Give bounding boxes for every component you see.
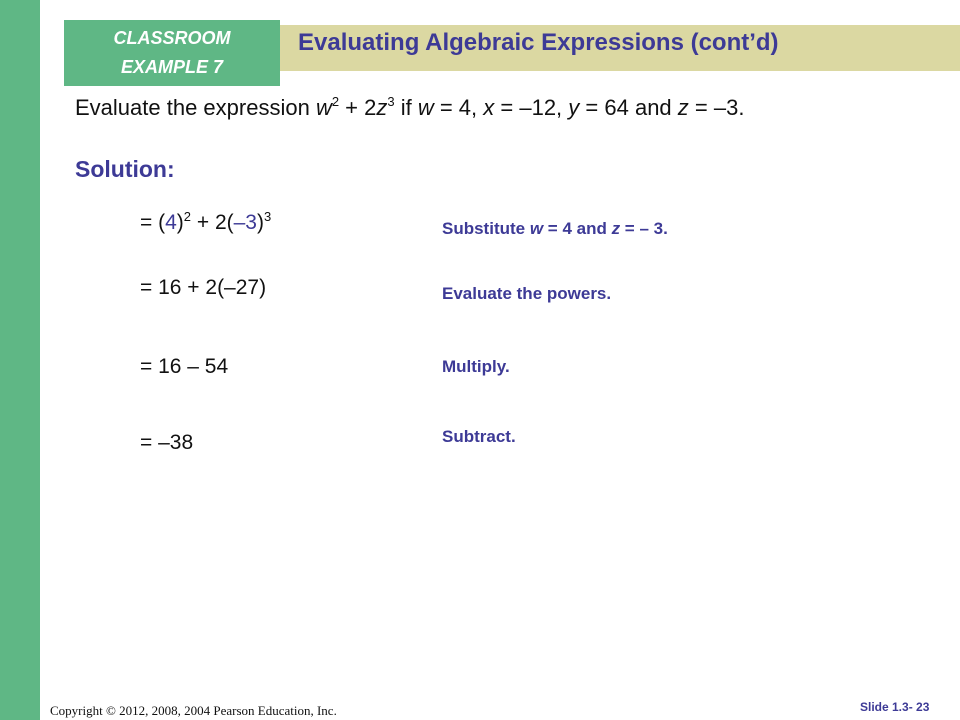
step-2-expression: = 16 + 2(–27) [140, 276, 267, 299]
step-4-note: Subtract. [442, 427, 516, 446]
example-label-box [64, 20, 280, 86]
problem-statement: Evaluate the expression $w^2 + 2z^3$ if w = 4, x = –12, y = 64 and z = –3. [75, 94, 745, 120]
example-label-line1: CLASSROOM [113, 28, 231, 48]
step-4-expression: = –38 [140, 431, 194, 454]
step-3-note: Multiply. [442, 357, 510, 376]
step-2-note: Evaluate the powers. [442, 284, 612, 303]
solution-label: Solution: [75, 156, 175, 182]
side-bar [0, 0, 40, 720]
example-label-line2: EXAMPLE 7 [120, 57, 224, 77]
step-1-expression: = $(4)^2 + 2(-3)^3$ [140, 209, 272, 234]
step-3-expression: = 16 – 54 [140, 355, 229, 378]
step-1-note: Substitute w = 4 and z = – 3. [442, 219, 668, 238]
copyright-notice: Copyright © 2012, 2008, 2004 Pearson Education, Inc. [50, 703, 337, 718]
slide-title: Evaluating Algebraic Expressions (cont’d) [298, 29, 779, 56]
slide-number: Slide 1.3- 23 [860, 700, 930, 714]
